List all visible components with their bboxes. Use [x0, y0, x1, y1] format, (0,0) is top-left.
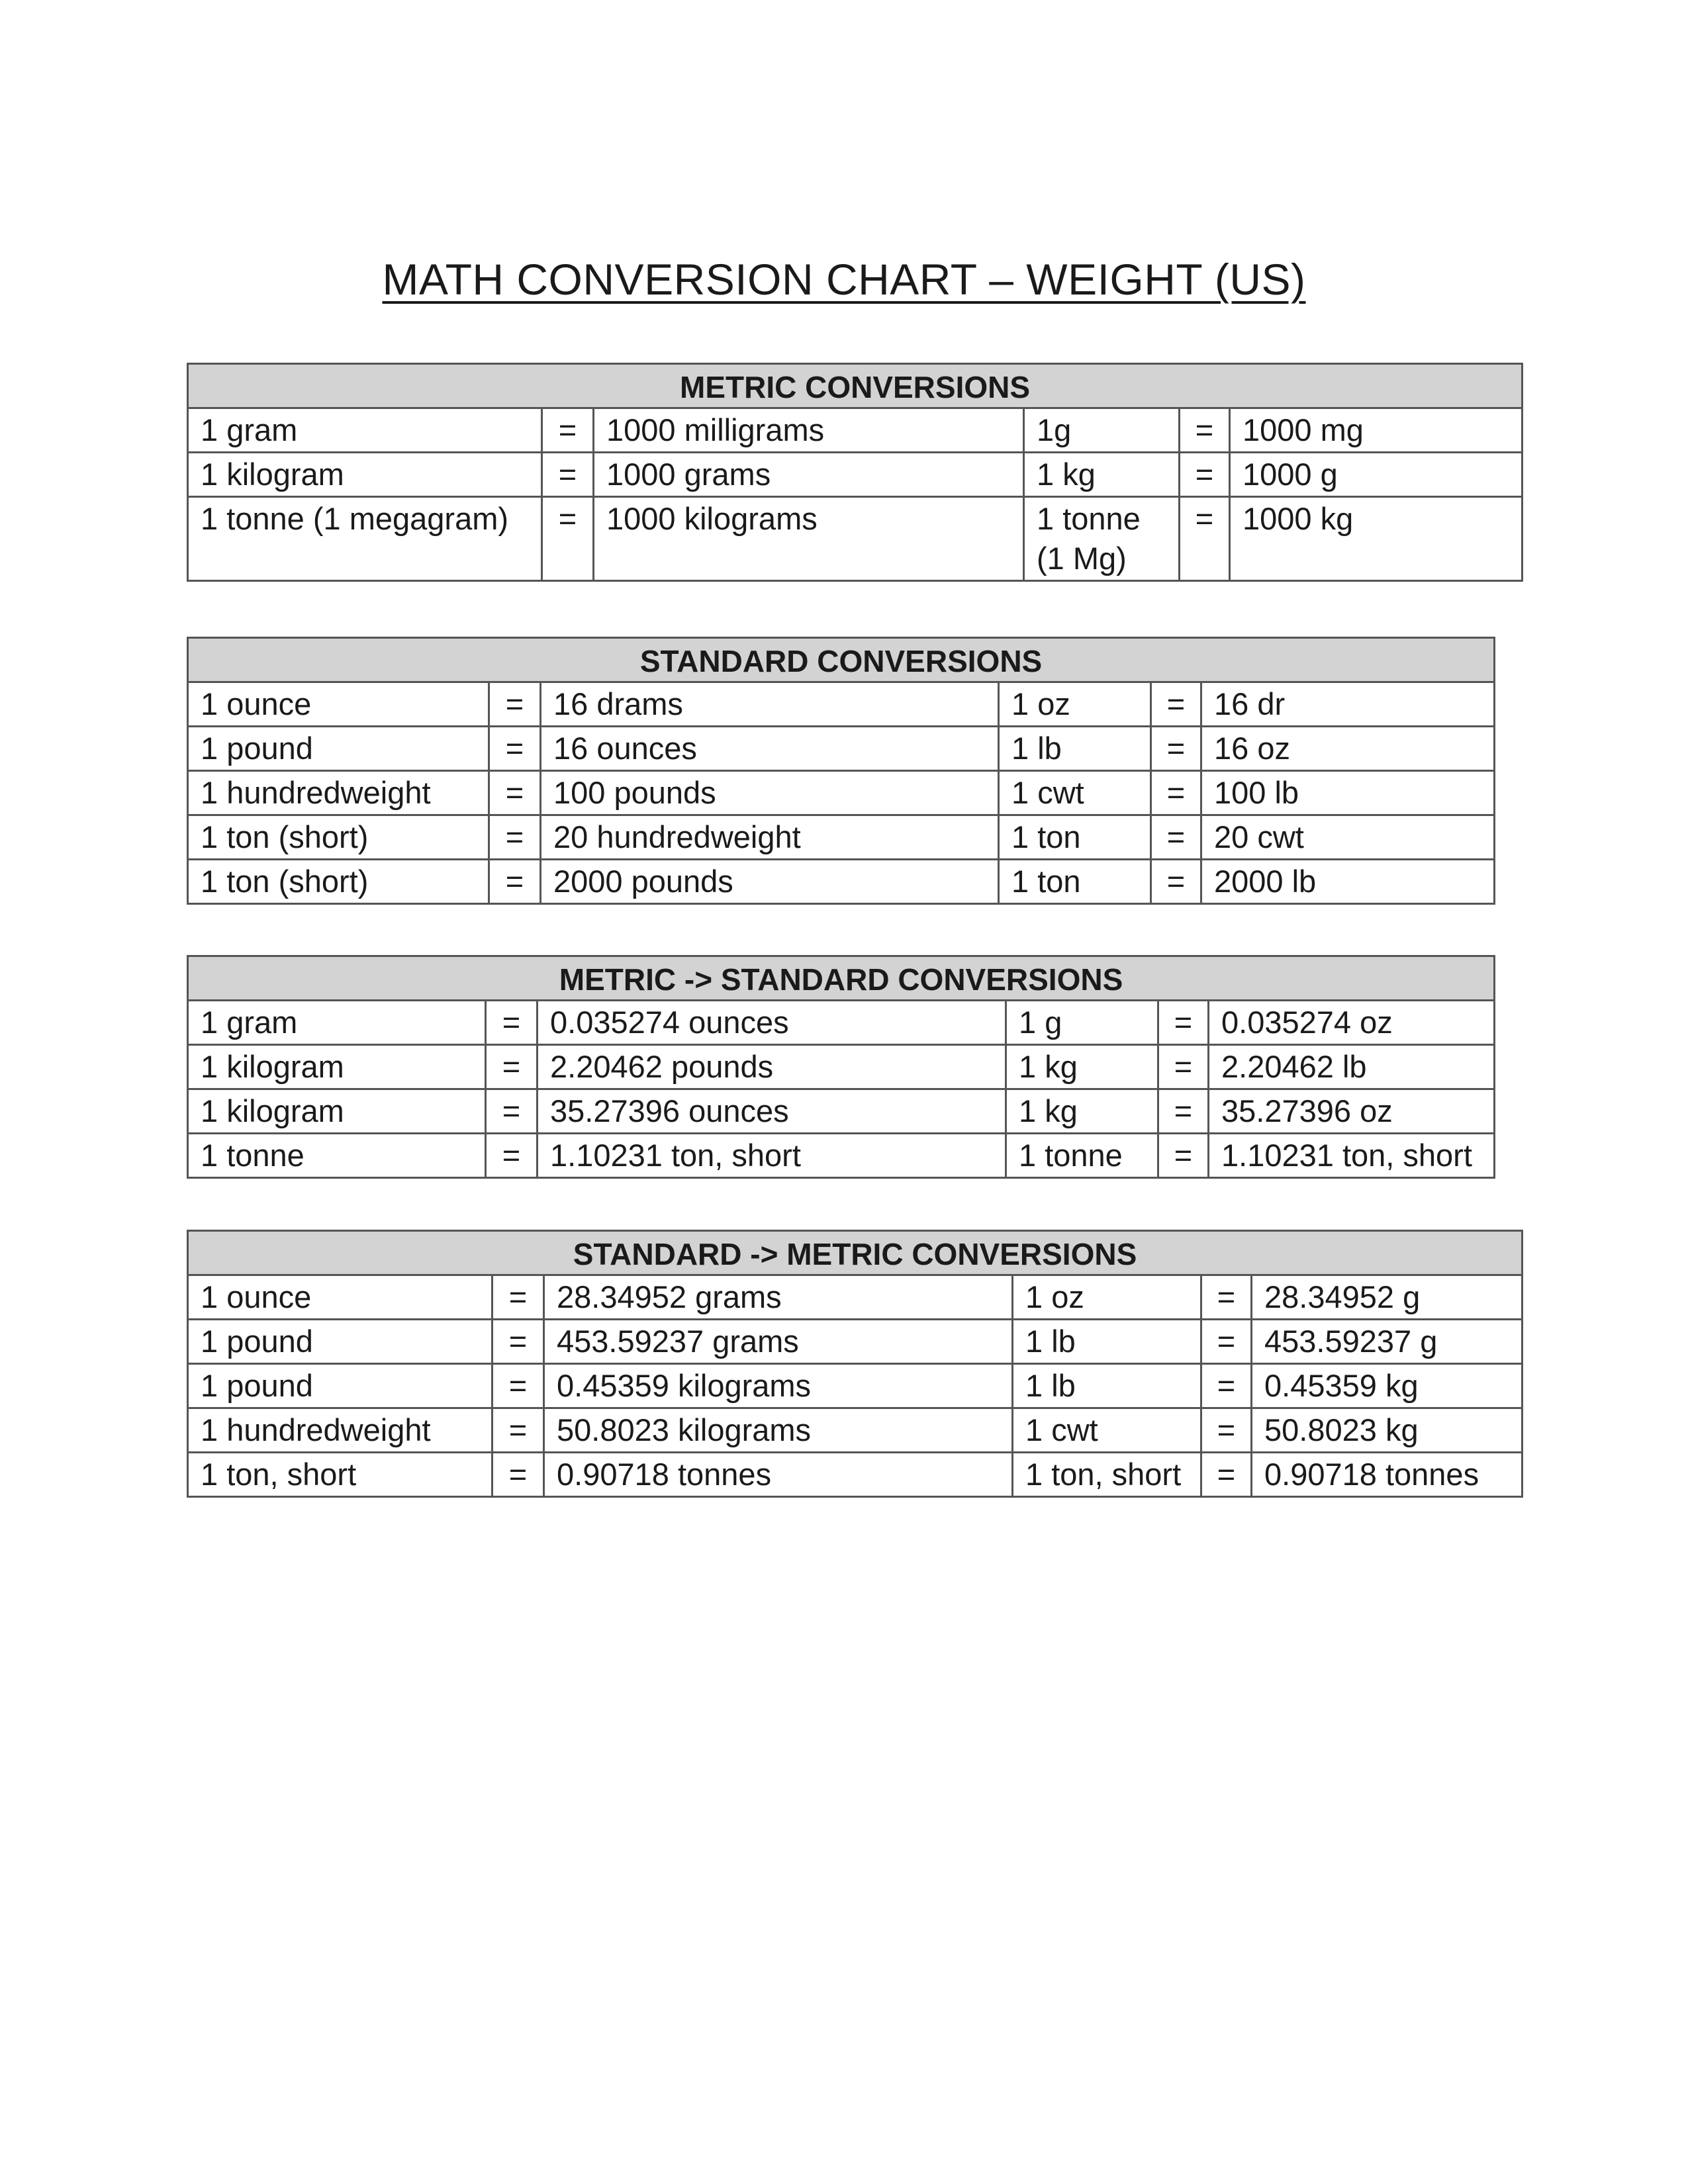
equals-cell: = [1151, 815, 1201, 860]
equals-cell: = [1201, 1453, 1252, 1497]
table-row [188, 1089, 1495, 1134]
equals-cell: = [489, 727, 541, 771]
equals-cell: = [492, 1320, 544, 1364]
metric-to-standard-conversions-table [187, 955, 1495, 1179]
table-row [188, 771, 1495, 815]
value-abbr-cell: 0.45359 kg [1252, 1364, 1523, 1408]
value-cell: 453.59237 grams [544, 1320, 1013, 1364]
value-abbr-cell: 0.035274 oz [1209, 1001, 1495, 1045]
value-abbr-cell: 100 lb [1201, 771, 1495, 815]
unit-cell: 1 gram [188, 408, 542, 453]
value-abbr-cell: 1000 g [1230, 453, 1523, 497]
value-abbr-cell: 20 cwt [1201, 815, 1495, 860]
unit-cell: 1 pound [188, 727, 489, 771]
equals-cell: = [492, 1408, 544, 1453]
equals-cell: = [489, 771, 541, 815]
equals-cell: = [486, 1001, 538, 1045]
equals-cell: = [542, 497, 594, 581]
equals-cell: = [1158, 1045, 1209, 1089]
value-abbr-cell: 28.34952 g [1252, 1275, 1523, 1320]
equals-cell: = [1151, 727, 1201, 771]
unit-abbr-cell: 1 ton, short [1013, 1453, 1201, 1497]
unit-cell: 1 kilogram [188, 1045, 486, 1089]
equals-cell: = [492, 1275, 544, 1320]
equals-cell: = [1201, 1275, 1252, 1320]
unit-cell: 1 pound [188, 1320, 492, 1364]
unit-abbr-cell: 1 lb [1013, 1320, 1201, 1364]
equals-cell: = [486, 1134, 538, 1178]
table-row [188, 497, 1523, 581]
unit-abbr-line-1: 1 tonne [1037, 501, 1141, 536]
table-row [188, 453, 1523, 497]
table-row [188, 727, 1495, 771]
equals-cell: = [1151, 771, 1201, 815]
value-cell: 20 hundredweight [541, 815, 999, 860]
value-abbr-cell: 1000 mg [1230, 408, 1523, 453]
table-header-row [188, 1231, 1523, 1275]
equals-cell: = [1201, 1364, 1252, 1408]
value-abbr-cell: 35.27396 oz [1209, 1089, 1495, 1134]
unit-abbr-cell: 1 lb [1013, 1364, 1201, 1408]
unit-abbr-cell: 1 kg [1006, 1089, 1158, 1134]
value-cell: 1.10231 ton, short [538, 1134, 1006, 1178]
value-cell: 0.035274 ounces [538, 1001, 1006, 1045]
table-row [188, 1134, 1495, 1178]
table-heading: METRIC CONVERSIONS [188, 364, 1523, 408]
equals-cell: = [542, 408, 594, 453]
equals-cell: = [489, 860, 541, 904]
unit-cell: 1 kilogram [188, 1089, 486, 1134]
unit-cell: 1 hundredweight [188, 1408, 492, 1453]
value-abbr-cell: 50.8023 kg [1252, 1408, 1523, 1453]
equals-cell: = [542, 453, 594, 497]
unit-cell: 1 hundredweight [188, 771, 489, 815]
unit-abbr-cell: 1 g [1006, 1001, 1158, 1045]
value-abbr-cell: 0.90718 tonnes [1252, 1453, 1523, 1497]
unit-abbr-cell: 1 oz [1013, 1275, 1201, 1320]
value-abbr-cell: 16 oz [1201, 727, 1495, 771]
table-row [188, 1001, 1495, 1045]
value-cell: 1000 milligrams [594, 408, 1024, 453]
unit-abbr-line-2: (1 Mg) [1037, 541, 1127, 576]
table-row [188, 1275, 1523, 1320]
equals-cell: = [489, 815, 541, 860]
value-cell: 0.90718 tonnes [544, 1453, 1013, 1497]
page-title-text: MATH CONVERSION CHART – WEIGHT (US) [382, 255, 1306, 304]
standard-conversions-table [187, 637, 1495, 905]
value-cell: 16 drams [541, 682, 999, 727]
unit-abbr-cell: 1g [1024, 408, 1180, 453]
value-abbr-cell: 16 dr [1201, 682, 1495, 727]
value-abbr-cell: 2000 lb [1201, 860, 1495, 904]
value-abbr-cell: 453.59237 g [1252, 1320, 1523, 1364]
unit-cell: 1 tonne (1 megagram) [188, 497, 542, 581]
value-cell: 100 pounds [541, 771, 999, 815]
value-cell: 1000 kilograms [594, 497, 1024, 581]
value-cell: 50.8023 kilograms [544, 1408, 1013, 1453]
table-header-row [188, 638, 1495, 682]
equals-cell: = [489, 682, 541, 727]
equals-cell: = [1151, 860, 1201, 904]
unit-abbr-cell: 1 oz [999, 682, 1151, 727]
unit-abbr-cell: 1 lb [999, 727, 1151, 771]
unit-cell: 1 ton (short) [188, 860, 489, 904]
metric-conversions-table [187, 363, 1523, 582]
table-row [188, 1408, 1523, 1453]
equals-cell: = [1201, 1320, 1252, 1364]
equals-cell: = [1180, 497, 1230, 581]
value-cell: 35.27396 ounces [538, 1089, 1006, 1134]
unit-cell: 1 ounce [188, 682, 489, 727]
table-row [188, 408, 1523, 453]
unit-cell: 1 kilogram [188, 453, 542, 497]
unit-abbr-cell: 1 kg [1006, 1045, 1158, 1089]
table-heading: METRIC -> STANDARD CONVERSIONS [188, 956, 1495, 1001]
value-cell: 1000 grams [594, 453, 1024, 497]
equals-cell: = [1180, 453, 1230, 497]
page-title [0, 253, 1688, 306]
unit-cell: 1 tonne [188, 1134, 486, 1178]
value-cell: 0.45359 kilograms [544, 1364, 1013, 1408]
equals-cell: = [492, 1453, 544, 1497]
value-abbr-cell: 1.10231 ton, short [1209, 1134, 1495, 1178]
unit-cell: 1 pound [188, 1364, 492, 1408]
value-abbr-cell: 1000 kg [1230, 497, 1523, 581]
unit-cell: 1 ton (short) [188, 815, 489, 860]
table-heading: STANDARD CONVERSIONS [188, 638, 1495, 682]
unit-cell: 1 ounce [188, 1275, 492, 1320]
value-cell: 2.20462 pounds [538, 1045, 1006, 1089]
unit-cell: 1 gram [188, 1001, 486, 1045]
unit-abbr-cell: 1 cwt [999, 771, 1151, 815]
unit-abbr-cell: 1 kg [1024, 453, 1180, 497]
table-header-row [188, 364, 1523, 408]
equals-cell: = [1180, 408, 1230, 453]
equals-cell: = [1151, 682, 1201, 727]
table-row [188, 1453, 1523, 1497]
equals-cell: = [1158, 1001, 1209, 1045]
table-row [188, 682, 1495, 727]
value-cell: 28.34952 grams [544, 1275, 1013, 1320]
unit-abbr-cell: 1 cwt [1013, 1408, 1201, 1453]
table-row [188, 1364, 1523, 1408]
equals-cell: = [486, 1045, 538, 1089]
table-row [188, 1320, 1523, 1364]
table-row [188, 860, 1495, 904]
unit-cell: 1 ton, short [188, 1453, 492, 1497]
unit-abbr-cell: 1 tonne [1006, 1134, 1158, 1178]
value-abbr-cell: 2.20462 lb [1209, 1045, 1495, 1089]
standard-to-metric-conversions-table [187, 1230, 1523, 1498]
equals-cell: = [486, 1089, 538, 1134]
value-cell: 16 ounces [541, 727, 999, 771]
unit-abbr-cell: 1 ton [999, 860, 1151, 904]
equals-cell: = [1201, 1408, 1252, 1453]
equals-cell: = [492, 1364, 544, 1408]
unit-abbr-cell: 1 ton [999, 815, 1151, 860]
equals-cell: = [1158, 1134, 1209, 1178]
table-row [188, 1045, 1495, 1089]
table-heading: STANDARD -> METRIC CONVERSIONS [188, 1231, 1523, 1275]
table-header-row [188, 956, 1495, 1001]
table-row [188, 815, 1495, 860]
value-cell: 2000 pounds [541, 860, 999, 904]
unit-abbr-cell [1024, 497, 1180, 581]
equals-cell: = [1158, 1089, 1209, 1134]
